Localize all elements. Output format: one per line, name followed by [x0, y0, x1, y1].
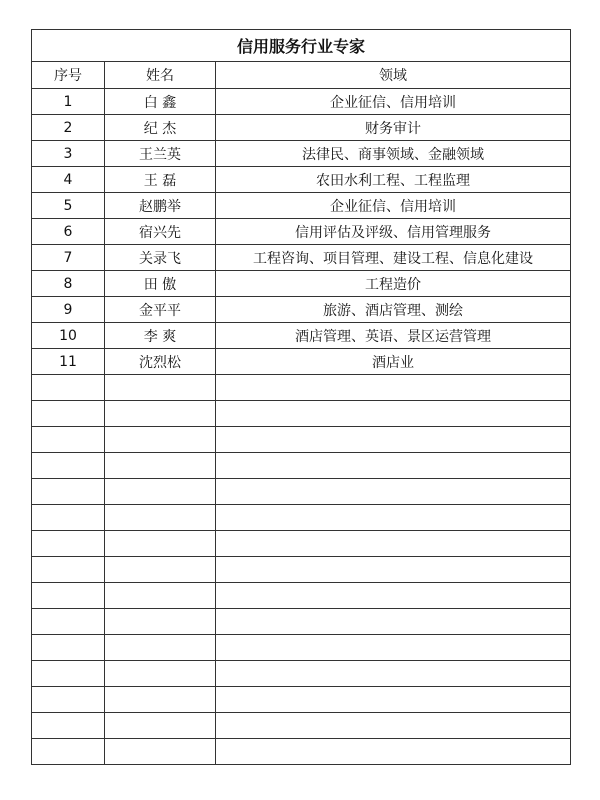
- cell-no: 7: [32, 245, 105, 271]
- cell-field: [216, 713, 571, 739]
- table-row: [32, 739, 571, 765]
- cell-field: [216, 531, 571, 557]
- table-row: [32, 323, 571, 349]
- expert-table: [31, 29, 571, 765]
- table-row: [32, 219, 571, 245]
- table-row: [32, 453, 571, 479]
- cell-name: 田 傲: [105, 271, 216, 297]
- cell-name: [105, 479, 216, 505]
- cell-field: 企业征信、信用培训: [216, 193, 571, 219]
- cell-no: 6: [32, 219, 105, 245]
- cell-field: 工程造价: [216, 271, 571, 297]
- cell-no: [32, 453, 105, 479]
- cell-name: [105, 583, 216, 609]
- cell-no: 4: [32, 167, 105, 193]
- cell-no: 5: [32, 193, 105, 219]
- table-row: [32, 245, 571, 271]
- table-row: [32, 115, 571, 141]
- cell-no: [32, 609, 105, 635]
- cell-field: [216, 557, 571, 583]
- cell-name: 关录飞: [105, 245, 216, 271]
- cell-field: 工程咨询、项目管理、建设工程、信息化建设: [216, 245, 571, 271]
- cell-no: [32, 531, 105, 557]
- cell-no: 9: [32, 297, 105, 323]
- cell-name: [105, 609, 216, 635]
- table-row: [32, 583, 571, 609]
- cell-no: [32, 635, 105, 661]
- cell-name: 金平平: [105, 297, 216, 323]
- cell-name: [105, 531, 216, 557]
- cell-field: [216, 583, 571, 609]
- cell-field: [216, 479, 571, 505]
- cell-no: [32, 505, 105, 531]
- cell-no: [32, 557, 105, 583]
- cell-name: [105, 687, 216, 713]
- cell-name: 王 磊: [105, 167, 216, 193]
- cell-name: 赵鹏举: [105, 193, 216, 219]
- cell-field: 酒店业: [216, 349, 571, 375]
- cell-name: [105, 635, 216, 661]
- cell-field: [216, 609, 571, 635]
- cell-field: [216, 427, 571, 453]
- cell-name: [105, 557, 216, 583]
- cell-no: 8: [32, 271, 105, 297]
- cell-name: 沈烈松: [105, 349, 216, 375]
- table-row: [32, 609, 571, 635]
- cell-field: 法律民、商事领域、金融领域: [216, 141, 571, 167]
- cell-field: 财务审计: [216, 115, 571, 141]
- cell-field: 信用评估及评级、信用管理服务: [216, 219, 571, 245]
- table-row: [32, 193, 571, 219]
- table-row: [32, 167, 571, 193]
- table-row: [32, 271, 571, 297]
- cell-name: [105, 427, 216, 453]
- table-row: [32, 401, 571, 427]
- cell-no: 10: [32, 323, 105, 349]
- cell-no: [32, 375, 105, 401]
- table-row: [32, 687, 571, 713]
- cell-no: [32, 583, 105, 609]
- cell-name: [105, 661, 216, 687]
- cell-no: 2: [32, 115, 105, 141]
- table-row: [32, 141, 571, 167]
- cell-field: [216, 687, 571, 713]
- cell-name: [105, 453, 216, 479]
- cell-field: 旅游、酒店管理、测绘: [216, 297, 571, 323]
- cell-no: 11: [32, 349, 105, 375]
- cell-name: 李 爽: [105, 323, 216, 349]
- cell-name: 纪 杰: [105, 115, 216, 141]
- cell-field: [216, 739, 571, 765]
- cell-field: 农田水利工程、工程监理: [216, 167, 571, 193]
- cell-name: 白 鑫: [105, 89, 216, 115]
- cell-field: [216, 401, 571, 427]
- cell-name: [105, 401, 216, 427]
- cell-field: 企业征信、信用培训: [216, 89, 571, 115]
- cell-field: [216, 661, 571, 687]
- expert-table-sheet: [31, 29, 570, 765]
- cell-no: [32, 401, 105, 427]
- cell-name: [105, 713, 216, 739]
- table-row: [32, 479, 571, 505]
- cell-no: [32, 427, 105, 453]
- cell-field: 酒店管理、英语、景区运营管理: [216, 323, 571, 349]
- header-field: 领域: [216, 62, 571, 89]
- table-row: [32, 713, 571, 739]
- cell-name: 宿兴先: [105, 219, 216, 245]
- table-row: [32, 505, 571, 531]
- cell-no: 3: [32, 141, 105, 167]
- table-row: [32, 557, 571, 583]
- table-row: [32, 427, 571, 453]
- cell-no: 1: [32, 89, 105, 115]
- cell-no: [32, 661, 105, 687]
- table-row: [32, 89, 571, 115]
- title-row: [32, 30, 571, 62]
- table-row: [32, 349, 571, 375]
- table-row: [32, 635, 571, 661]
- cell-name: [105, 505, 216, 531]
- cell-field: [216, 635, 571, 661]
- cell-field: [216, 505, 571, 531]
- table-row: [32, 375, 571, 401]
- cell-name: 王兰英: [105, 141, 216, 167]
- cell-no: [32, 739, 105, 765]
- cell-name: [105, 739, 216, 765]
- table-row: [32, 531, 571, 557]
- header-row: [32, 62, 571, 89]
- header-name: 姓名: [105, 62, 216, 89]
- table-title: 信用服务行业专家: [32, 30, 571, 62]
- table-row: [32, 661, 571, 687]
- cell-no: [32, 713, 105, 739]
- cell-no: [32, 479, 105, 505]
- table-row: [32, 297, 571, 323]
- cell-name: [105, 375, 216, 401]
- header-no: 序号: [32, 62, 105, 89]
- cell-field: [216, 453, 571, 479]
- cell-field: [216, 375, 571, 401]
- cell-no: [32, 687, 105, 713]
